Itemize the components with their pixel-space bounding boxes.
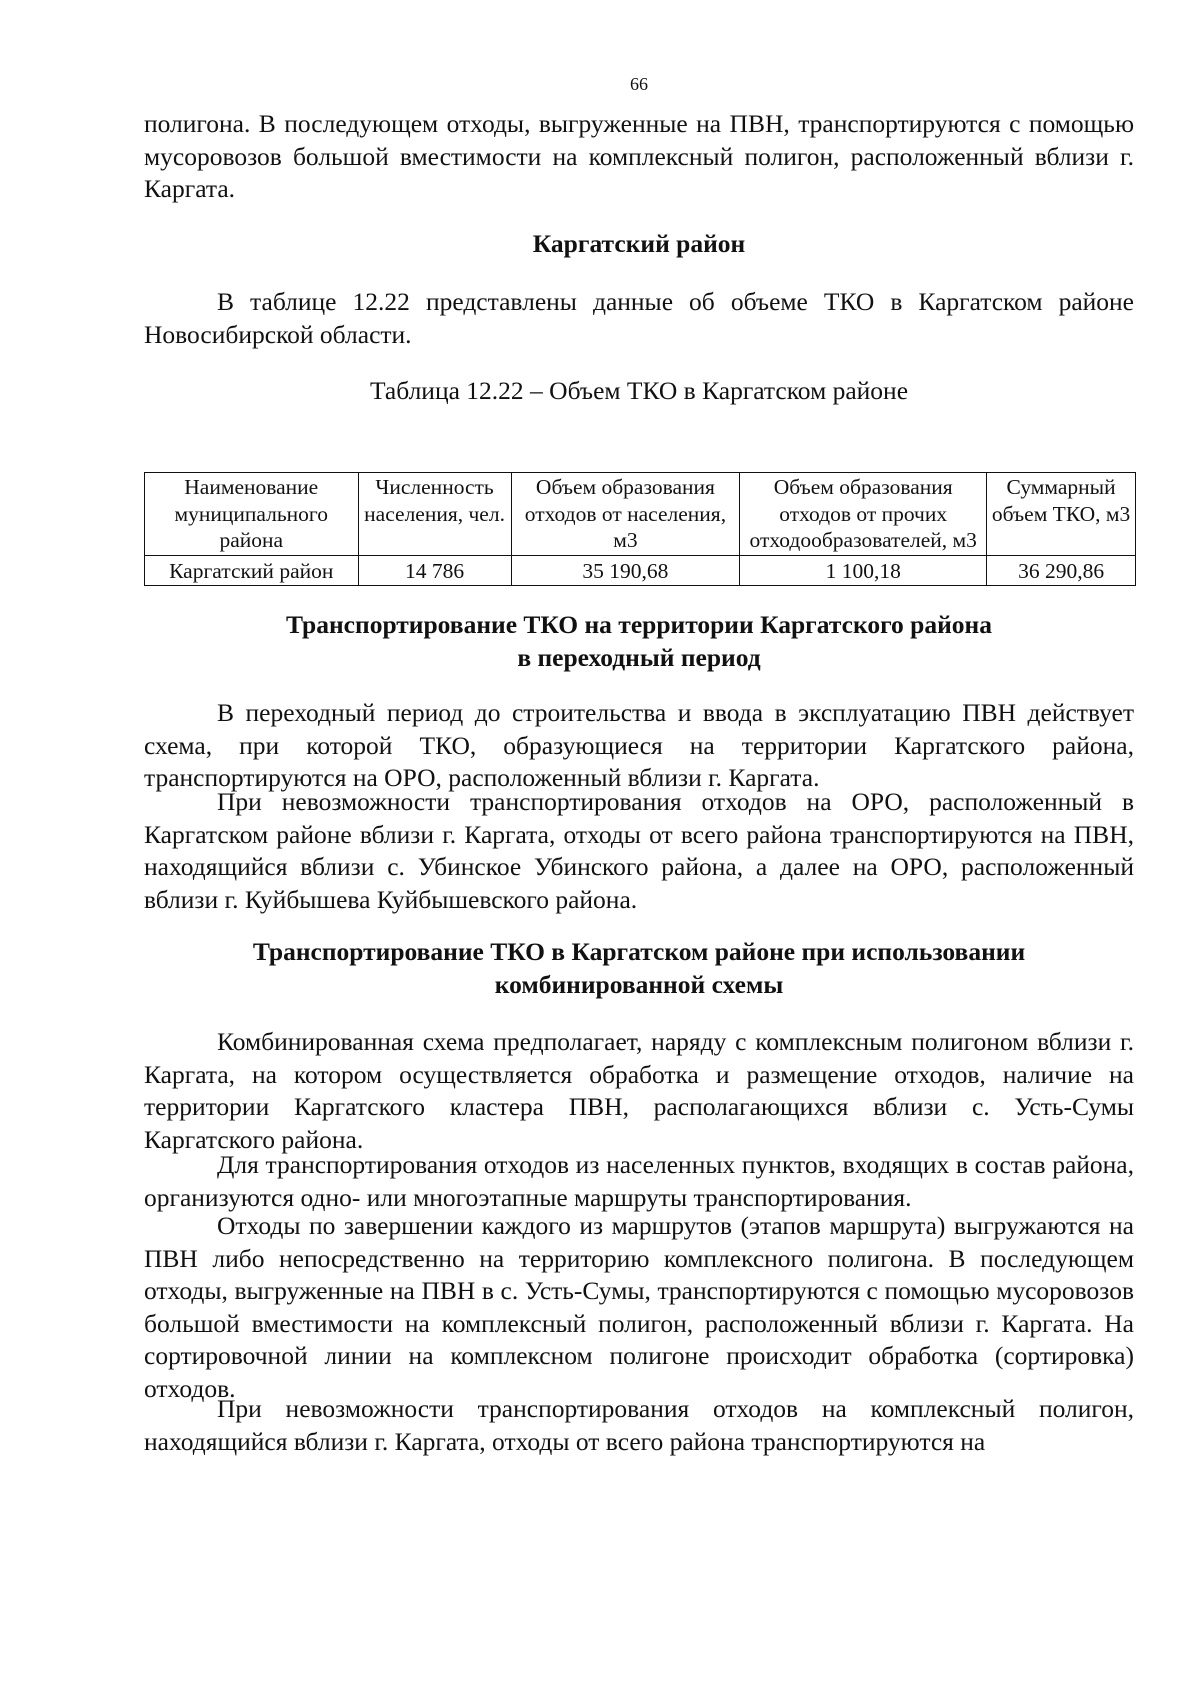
section-heading-transition-period: [144, 608, 1134, 674]
paragraph-transition-scheme: В переходный период до строительства и ввода в эксплуатацию ПВН действует схема, при которой ТКО, образующиеся на территории Каргатского района, транспортируются на ОРО, расположенный вблизи г. Каргата.: [144, 698, 1134, 792]
table-header-row: [145, 473, 1136, 556]
cell-total-volume: 36 290,86: [987, 555, 1136, 586]
paragraph-table-intro: В таблице 12.22 представлены данные об объеме ТКО в Каргатском районе Новосибирской области.: [144, 287, 1134, 349]
column-header-other-waste: Объем образования отходов от прочих отходообразователей, м3: [740, 473, 987, 556]
paragraph-routes: Для транспортирования отходов из населенных пунктов, входящих в состав района, организуются одно- или многоэтапные маршруты транспортирования.: [144, 1150, 1134, 1212]
paragraph-fallback-route: При невозможности транспортирования отходов на ОРО, расположенный в Каргатском районе вблизи г. Каргата, отходы от всего района транспортируются на ПВН, находящийся вблизи с. Убинское Убинского района, а далее на ОРО, расположенный вблизи г. Куйбышева Куйбышевского района.: [144, 787, 1134, 914]
section-heading-kargatsky-district: Каргатский район: [532, 229, 746, 258]
heading-line: в переходный период: [517, 643, 761, 672]
table-caption: Таблица 12.22 – Объем ТКО в Каргатском районе: [369, 376, 909, 405]
cell-population-waste: 35 190,68: [511, 555, 740, 586]
cell-population: 14 786: [358, 555, 511, 586]
paragraph-continuation: полигона. В последующем отходы, выгруженные на ПВН, транспортируются с помощью мусоровозов большой вместимости на комплексный полигон, расположенный вблизи г. Каргата.: [144, 109, 1134, 203]
column-header-district: Наименование муниципального района: [145, 473, 359, 556]
heading-line: Транспортирование ТКО в Каргатском районе при использовании: [252, 937, 1026, 966]
column-header-total-volume: Суммарный объем ТКО, м3: [987, 473, 1136, 556]
heading-line: комбинированной схемы: [494, 970, 784, 999]
table-row: [145, 555, 1136, 586]
section-heading-combined-scheme: [144, 935, 1134, 1001]
paragraph-combined-scheme: Комбинированная схема предполагает, наряду с комплексным полигоном вблизи г. Каргата, на котором осуществляется обработка и размещение отходов, наличие на территории Каргатского кластера ПВН, располагающихся вблизи с. Усть-Сумы Каргатского района.: [144, 1027, 1134, 1154]
msw-volume-table: [144, 472, 1136, 586]
heading-line: Транспортирование ТКО на территории Каргатского района: [286, 610, 992, 639]
column-header-population-waste: Объем образования отходов от населения, м3: [511, 473, 740, 556]
paragraph-fallback-combined: При невозможности транспортирования отходов на комплексный полигон, находящийся вблизи г. Каргата, отходы от всего района транспортируются на: [144, 1394, 1134, 1456]
column-header-population: Численность населения, чел.: [358, 473, 511, 556]
cell-other-waste: 1 100,18: [740, 555, 987, 586]
cell-district: Каргатский район: [145, 555, 359, 586]
paragraph-unloading: Отходы по завершении каждого из маршрутов (этапов маршрута) выгружаются на ПВН либо непосредственно на территорию комплексного полигона. В последующем отходы, выгруженные на ПВН в с. Усть-Сумы, транспортируются с помощью мусоровозов большой вместимости на комплексный полигон, расположенный вблизи г. Каргата. На сортировочной линии на комплексном полигоне происходит обработка (сортировка) отходов.: [144, 1211, 1134, 1403]
page-number: 66: [630, 74, 648, 94]
